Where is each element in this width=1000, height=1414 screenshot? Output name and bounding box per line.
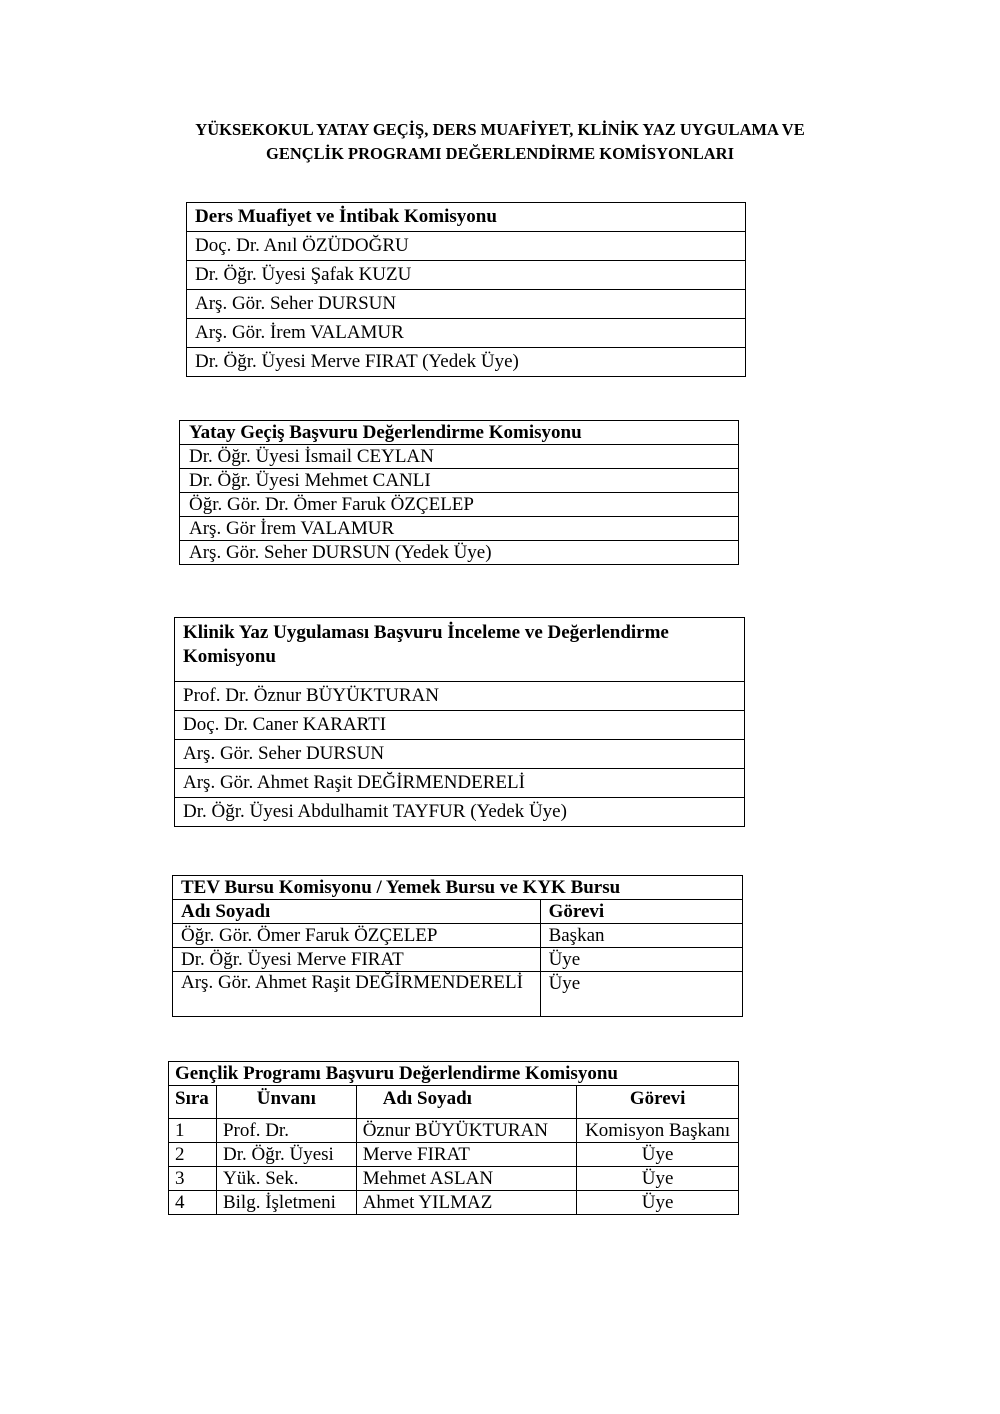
committee-member: Arş. Gör. İrem VALAMUR (187, 319, 746, 348)
committee-member: Arş. Gör. Seher DURSUN (187, 290, 746, 319)
column-header-name: Adı Soyadı (356, 1086, 577, 1119)
committee-table-exemption (186, 202, 746, 377)
committee-table-scholarship (172, 875, 743, 1017)
column-header-name: Adı Soyadı (173, 900, 541, 924)
row-title: Bilg. İşletmeni (216, 1191, 356, 1215)
row-role: Üye (577, 1167, 739, 1191)
column-header-order: Sıra (169, 1086, 217, 1119)
committee-title: Gençlik Programı Başvuru Değerlendirme Komisyonu (169, 1062, 739, 1086)
table-row (169, 1191, 739, 1215)
member-role: Başkan (540, 924, 742, 948)
column-header-role: Görevi (577, 1086, 739, 1119)
table-row (169, 1143, 739, 1167)
row-order: 3 (169, 1167, 217, 1191)
committee-member: Arş. Gör İrem VALAMUR (180, 517, 739, 541)
row-title: Dr. Öğr. Üyesi (216, 1143, 356, 1167)
column-header-title: Ünvanı (216, 1086, 356, 1119)
row-name: Ahmet YILMAZ (356, 1191, 577, 1215)
table-row (169, 1119, 739, 1143)
committee-member: Arş. Gör. Seher DURSUN (Yedek Üye) (180, 541, 739, 565)
committee-member: Prof. Dr. Öznur BÜYÜKTURAN (175, 682, 745, 711)
member-role: Üye (540, 972, 742, 1017)
row-name: Merve FIRAT (356, 1143, 577, 1167)
member-role: Üye (540, 948, 742, 972)
member-name: Dr. Öğr. Üyesi Merve FIRAT (173, 948, 541, 972)
row-role: Komisyon Başkanı (577, 1119, 739, 1143)
committee-member: Arş. Gör. Ahmet Raşit DEĞİRMENDERELİ (175, 769, 745, 798)
committee-member: Doç. Dr. Caner KARARTI (175, 711, 745, 740)
committee-table-clinical-summer (174, 617, 745, 827)
row-order: 1 (169, 1119, 217, 1143)
member-name: Arş. Gör. Ahmet Raşit DEĞİRMENDERELİ (173, 972, 541, 1017)
document-title-line-2: GENÇLİK PROGRAMI DEĞERLENDİRME KOMİSYONLARI (266, 144, 734, 163)
committee-table-transfer (179, 420, 739, 565)
committee-table-youth-program (168, 1061, 739, 1215)
committee-title: Yatay Geçiş Başvuru Değerlendirme Komisyonu (180, 421, 739, 445)
row-name: Öznur BÜYÜKTURAN (356, 1119, 577, 1143)
committee-title: TEV Bursu Komisyonu / Yemek Bursu ve KYK Bursu (173, 876, 743, 900)
table-row (173, 924, 743, 948)
member-name: Öğr. Gör. Ömer Faruk ÖZÇELEP (173, 924, 541, 948)
committee-member: Dr. Öğr. Üyesi Mehmet CANLI (180, 469, 739, 493)
row-name: Mehmet ASLAN (356, 1167, 577, 1191)
document-title (100, 118, 900, 166)
column-header-role: Görevi (540, 900, 742, 924)
committee-member: Dr. Öğr. Üyesi İsmail CEYLAN (180, 445, 739, 469)
document-title-line-1: YÜKSEKOKUL YATAY GEÇİŞ, DERS MUAFİYET, KLİNİK YAZ UYGULAMA VE (195, 120, 805, 139)
row-order: 2 (169, 1143, 217, 1167)
committee-member: Doç. Dr. Anıl ÖZÜDOĞRU (187, 232, 746, 261)
committee-title: Klinik Yaz Uygulaması Başvuru İnceleme ve Değerlendirme Komisyonu (175, 618, 745, 682)
committee-member: Dr. Öğr. Üyesi Şafak KUZU (187, 261, 746, 290)
row-role: Üye (577, 1143, 739, 1167)
table-row (173, 948, 743, 972)
committee-member: Arş. Gör. Seher DURSUN (175, 740, 745, 769)
table-row (173, 972, 743, 1017)
committee-member: Öğr. Gör. Dr. Ömer Faruk ÖZÇELEP (180, 493, 739, 517)
row-order: 4 (169, 1191, 217, 1215)
committee-member: Dr. Öğr. Üyesi Merve FIRAT (Yedek Üye) (187, 348, 746, 377)
committee-title: Ders Muafiyet ve İntibak Komisyonu (187, 203, 746, 232)
committee-member: Dr. Öğr. Üyesi Abdulhamit TAYFUR (Yedek Üye) (175, 798, 745, 827)
row-role: Üye (577, 1191, 739, 1215)
row-title: Yük. Sek. (216, 1167, 356, 1191)
table-row (169, 1167, 739, 1191)
row-title: Prof. Dr. (216, 1119, 356, 1143)
